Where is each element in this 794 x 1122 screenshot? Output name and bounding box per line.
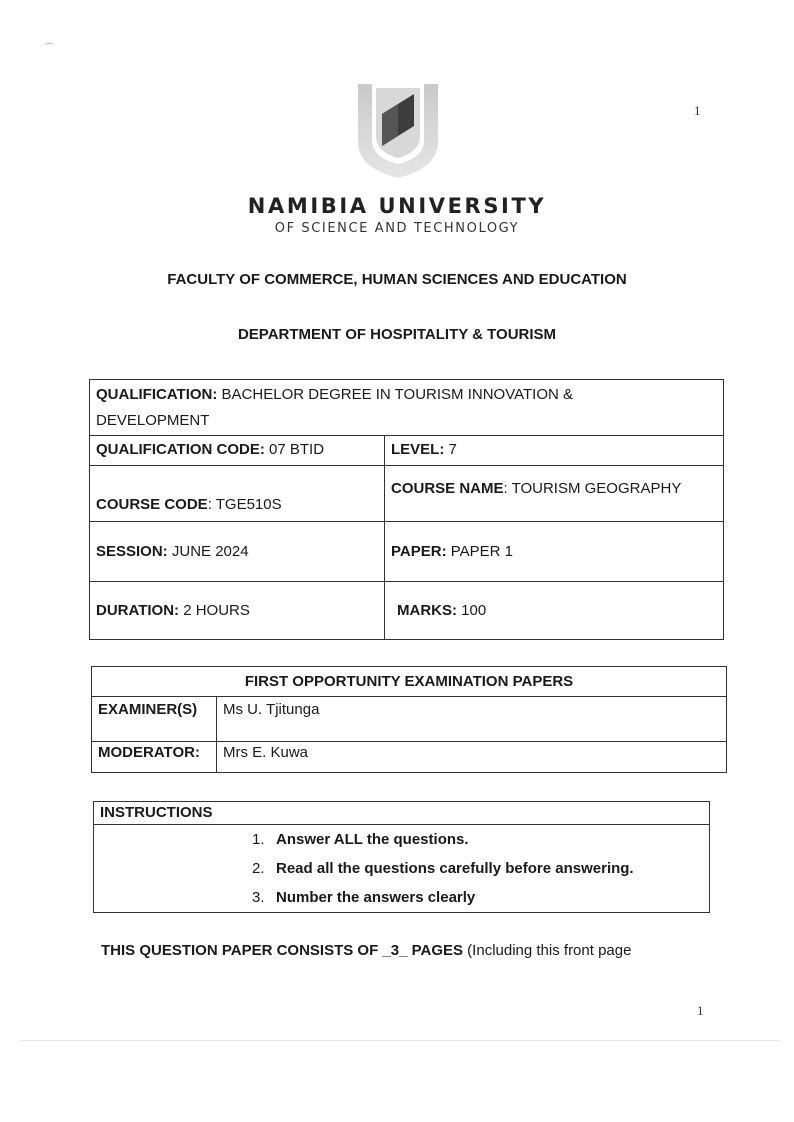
shield-logo-icon xyxy=(352,80,444,180)
qualification-value: BACHELOR DEGREE IN TOURISM INNOVATION & xyxy=(217,386,573,403)
paper-cell xyxy=(385,522,724,582)
qualification-code-label: QUALIFICATION CODE: xyxy=(96,441,265,458)
university-name: NAMIBIA UNIVERSITY xyxy=(247,194,547,218)
instructions-body xyxy=(94,825,710,913)
moderator-label: MODERATOR: xyxy=(92,742,217,773)
paper-value: PAPER 1 xyxy=(446,543,513,560)
instruction-text: Answer ALL the questions. xyxy=(276,831,469,848)
duration-cell xyxy=(90,582,385,640)
qualification-cell xyxy=(90,380,724,436)
examiner-value: Ms U. Tjitunga xyxy=(217,697,727,742)
course-name-label: COURSE NAME xyxy=(391,480,504,497)
instruction-number: 3. xyxy=(252,889,265,906)
instruction-text: Number the answers clearly xyxy=(276,889,476,906)
course-code-cell xyxy=(90,466,385,522)
qualification-code-cell xyxy=(90,436,385,466)
level-cell xyxy=(385,436,724,466)
examination-table xyxy=(91,666,727,773)
top-page-number: 1 xyxy=(694,103,701,118)
examiner-label: EXAMINER(S) xyxy=(92,697,217,742)
marks-label: MARKS: xyxy=(397,602,457,619)
instruction-item xyxy=(252,883,703,912)
instruction-item xyxy=(252,825,703,854)
moderator-value: Mrs E. Kuwa xyxy=(217,742,727,773)
instruction-number: 2. xyxy=(252,860,265,877)
session-cell xyxy=(90,522,385,582)
session-value: JUNE 2024 xyxy=(167,543,249,560)
marks-value: 100 xyxy=(457,602,487,619)
instructions-table xyxy=(93,801,710,913)
course-name-value: : TOURISM GEOGRAPHY xyxy=(503,480,682,497)
course-code-label: COURSE CODE xyxy=(96,496,208,513)
marks-cell xyxy=(385,582,724,640)
qualification-label: QUALIFICATION: xyxy=(96,386,218,403)
examination-title: FIRST OPPORTUNITY EXAMINATION PAPERS xyxy=(92,667,727,697)
pages-statement xyxy=(101,942,631,959)
duration-label: DURATION: xyxy=(96,602,180,619)
qualification-code-value: 07 BTID xyxy=(264,441,325,458)
instructions-title: INSTRUCTIONS xyxy=(94,802,710,825)
pages-statement-bold: THIS QUESTION PAPER CONSISTS OF _3_ PAGES xyxy=(101,942,464,959)
university-subtitle: OF SCIENCE AND TECHNOLOGY xyxy=(274,221,520,236)
department-title: DEPARTMENT OF HOSPITALITY & TOURISM xyxy=(237,326,557,343)
level-label: LEVEL: xyxy=(391,441,445,458)
qualification-value-line2: DEVELOPMENT xyxy=(96,412,210,429)
duration-value: 2 HOURS xyxy=(179,602,250,619)
level-value: 7 xyxy=(444,441,457,458)
bottom-page-number: 1 xyxy=(697,1003,704,1018)
scan-mark: ⌒ xyxy=(44,44,54,55)
session-label: SESSION: xyxy=(96,543,168,560)
scan-divider xyxy=(20,1040,780,1041)
instruction-item xyxy=(252,854,703,883)
faculty-title: FACULTY OF COMMERCE, HUMAN SCIENCES AND EDUCATION xyxy=(167,271,627,288)
pages-statement-rest: (Including this front page xyxy=(463,942,632,959)
instruction-number: 1. xyxy=(252,831,265,848)
course-code-value: : TGE510S xyxy=(207,496,282,513)
course-name-cell xyxy=(385,466,724,522)
paper-label: PAPER: xyxy=(391,543,447,560)
instruction-text: Read all the questions carefully before answering. xyxy=(276,860,634,877)
course-info-table xyxy=(89,379,724,640)
